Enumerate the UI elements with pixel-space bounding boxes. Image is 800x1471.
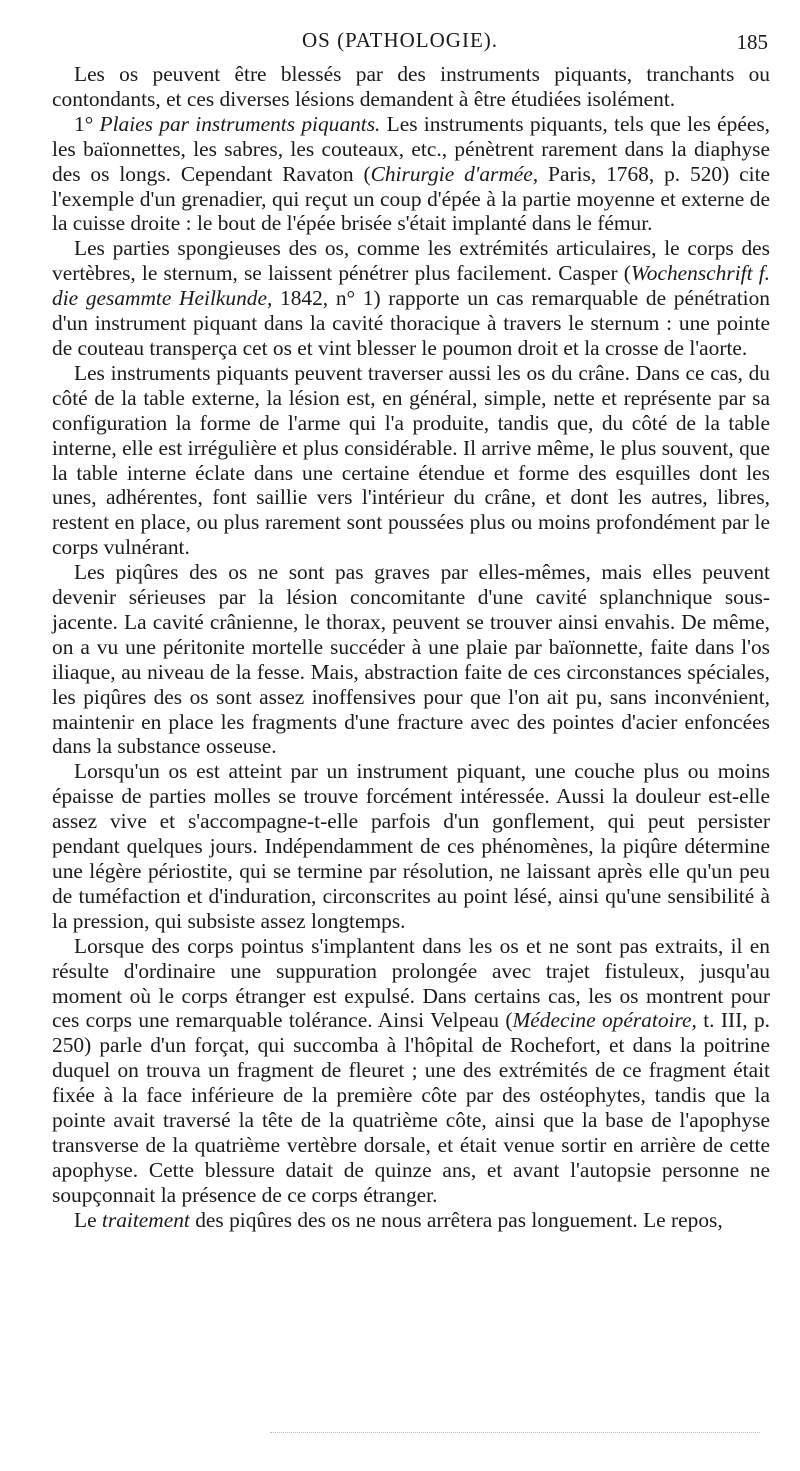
paragraph-traitement: [52, 1208, 770, 1233]
page-header: [0, 28, 800, 58]
paragraph-corps-etrangers: [52, 934, 770, 1208]
page-number: 185: [736, 30, 768, 54]
paragraph-text: Les os peuvent être blessés par des instruments piquants, tranchants ou contondants, et ces diverses lésions demandent à être étudiées isolément.: [52, 62, 770, 111]
body-text: [52, 62, 770, 1233]
paragraph-text: Lorsqu'un os est atteint par un instrument piquant, une couche plus ou moins épaisse de parties molles se trouve forcément intéressée. Aussi la douleur est-elle assez vive et s'accompagne-t-elle parfois d'un gonflement, qui peut persister pendant quelques jours. Indépendamment de ces phénomènes, la piqûre détermine une légère périostite, qui se termine par résolution, ne laissant après elle qu'un peu de tuméfaction et d'induration, circonscrites au point lésé, ainsi qu'une sensibilité à la pression, qui subsiste assez longtemps.: [52, 759, 770, 933]
paragraph-text: 1°: [74, 111, 100, 136]
paragraph-text: des piqûres des os ne nous arrêtera pas longuement. Le repos,: [189, 1207, 723, 1232]
paragraph-text: Les parties spongieuses des os, comme les extrémités articulaires, le corps des vertèbres, le sternum, se laissent pénétrer plus facilement. Casper (: [52, 236, 770, 286]
paragraph-plaies: [52, 112, 770, 237]
footer-divider: [270, 1432, 760, 1433]
citation-title: Wochenschrift f. die gesammte Heilkunde,: [52, 261, 770, 311]
paragraph-piqures: [52, 560, 770, 759]
paragraph-text: t. III, p. 250) parle d'un forçat, qui succomba à l'hôpital de Rochefort, et dans la poitrine duquel on trouva un fragment de fleuret ; une des extrémités de ce fragment était fixée à la face inférieure de la première côte par des ostéophytes, tandis que la pointe avait traversé la tête de la quatrième côte, ainsi que la base de l'apophyse transverse de la quatrième vertèbre dorsale, et était venue sortir en arrière de cette apophyse. Cette blessure datait de quinze ans, et avant l'autopsie personne ne soupçonnait la présence de ce corps étranger.: [52, 1008, 770, 1207]
paragraph-text: Paris, 1768, p. 520) cite l'exemple d'un grenadier, qui reçut un coup d'épée à la partie moyenne et externe de la cuisse droite : le bout de l'épée brisée s'était implanté dans le fémur.: [52, 161, 771, 236]
paragraph-spongieuses: [52, 236, 770, 361]
paragraph-text: 1842, n° 1) rapporte un cas remarquable de pénétration d'un instrument piquant dans la cavité thoracique à travers le sternum : une pointe de couteau transperça cet os et vint blesser le poumon droit et la crosse de l'aorte.: [52, 286, 770, 360]
paragraph-text: Lorsque des corps pointus s'implantent dans les os et ne sont pas extraits, il en résulte d'ordinaire une suppuration prolongée avec trajet fistuleux, jusqu'au moment où le corps étranger est expulsé. Dans certains cas, les os montrent pour ces corps une remarquable tolérance. Ainsi Velpeau (: [52, 933, 770, 1033]
running-title: OS (PATHOLOGIE).: [301, 28, 499, 52]
paragraph-text: Le: [74, 1207, 102, 1232]
paragraph-text: Les piqûres des os ne sont pas graves par elles-mêmes, mais elles peuvent devenir sérieuses par la lésion concomitante d'une cavité splanchnique sous-jacente. La cavité crânienne, le thorax, peuvent se trouver ainsi envahis. De même, on a vu une péritonite mortelle succéder à une plaie par baïonnette, faite dans l'os iliaque, au niveau de la fesse. Mais, abstraction faite de ces circonstances spéciales, les piqûres des os sont assez inoffensives pour que l'on ait pu, sans inconvénient, maintenir en place les fragments d'une fracture avec des pointes d'acier enfoncées dans la substance osseuse.: [52, 560, 770, 759]
paragraph-intro: [52, 62, 770, 112]
paragraph-text: Les instruments piquants peuvent traverser aussi les os du crâne. Dans ce cas, du côté de la table externe, la lésion est, en général, simple, nette et représente par sa configuration la forme de l'arme qui l'a produite, tandis que, du côté de la table interne, elle est irrégulière et plus considérable. Il arrive même, le plus souvent, que la table interne éclate dans une certaine étendue et forme des esquilles dont les unes, adhérentes, font saillie vers l'intérieur du crâne, et dont les autres, libres, restent en place, ou plus rarement sont poussées plus ou moins profondément par le corps vulnérant.: [52, 360, 770, 560]
citation-title: Chirurgie d'armée,: [370, 161, 539, 186]
citation-title: Médecine opératoire,: [512, 1008, 697, 1033]
paragraph-symptomes: [52, 759, 770, 933]
section-heading: Plaies par instruments piquants.: [99, 111, 381, 136]
emphasis-term: traitement: [101, 1207, 190, 1232]
paragraph-crane: [52, 361, 770, 560]
paragraph-text: Les instruments piquants, tels que les épées, les baïonnettes, les sabres, les couteaux, etc., pénètrent rarement dans la diaphyse des os longs. Cependant Ravaton (: [52, 111, 770, 186]
